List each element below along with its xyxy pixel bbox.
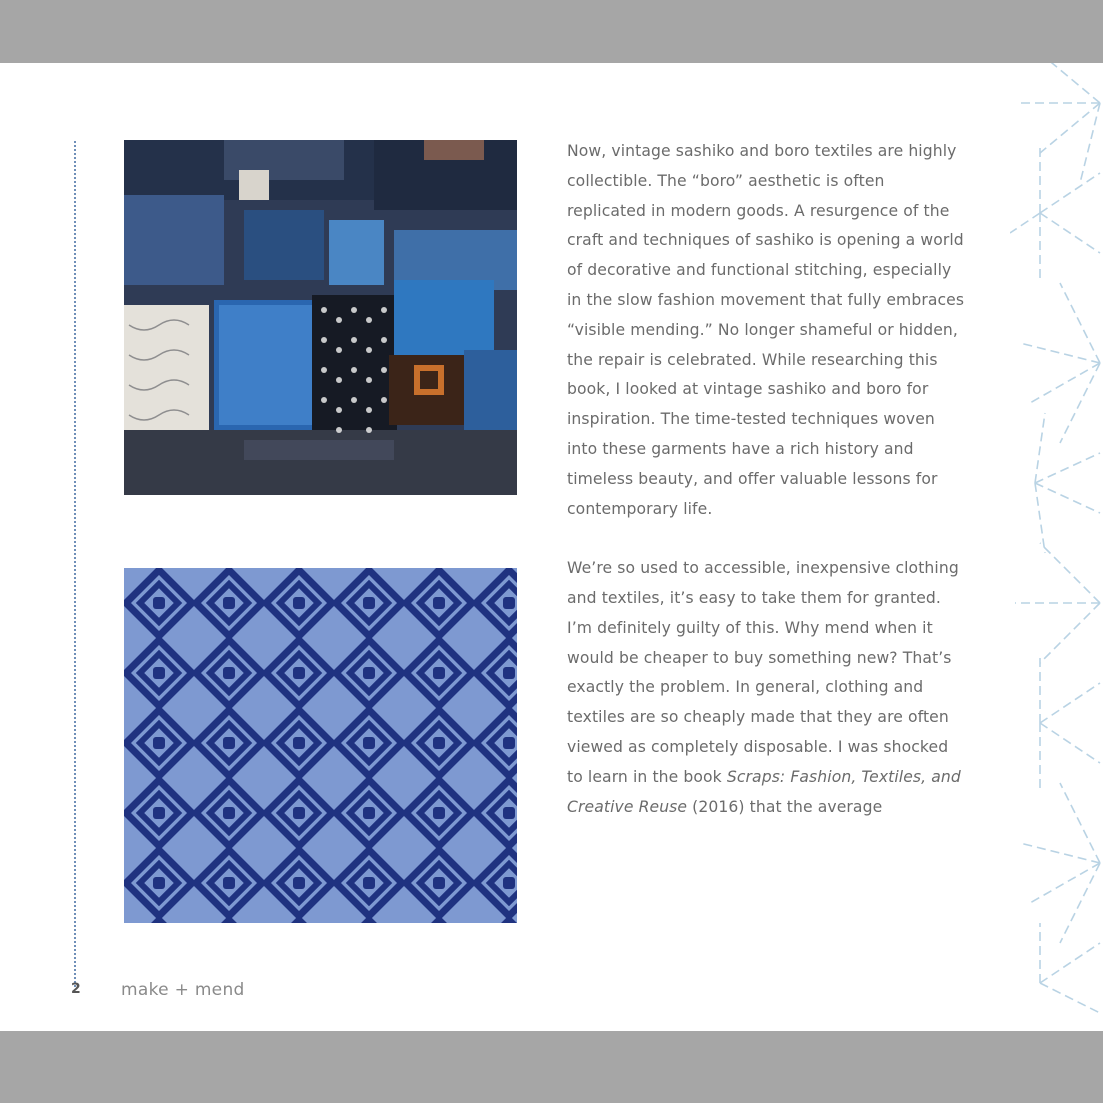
book-page [0, 63, 1103, 1031]
running-head: make + mend [121, 980, 245, 1000]
sashiko-pattern-photo [124, 568, 517, 923]
paragraph-1: Now, vintage sashiko and boro textiles are highly collectible. The “boro” aesthetic is often replicated in modern goods. A resurgence of the craft and techniques of sashiko is opening a world of decorative and functional stitching, especially in the slow fashion movement that fully embraces “visible mending.” No longer shameful or hidden, the repair is celebrated. While researching this book, I looked at vintage sashiko and boro for inspiration. The time-tested techniques woven into these garments have a rich history and timeless beauty, and offer valuable lessons for contemporary life. [567, 142, 965, 518]
body-text [567, 137, 967, 822]
dotted-margin-rule [74, 141, 76, 987]
paragraph-2-text-b: (2016) that the average [687, 797, 883, 816]
boro-textile-photo [124, 140, 517, 495]
sashiko-margin-pattern [1010, 63, 1103, 1031]
page-number: 2 [71, 981, 81, 997]
paragraph-2-text-a: We’re so used to accessible, inexpensive clothing and textiles, it’s easy to take them for granted. I’m definitely guilty of this. Why mend when it would be cheaper to buy something new? That’s exactly the problem. In general, clothing and textiles are so cheaply made that they are often viewed as completely disposable. I was shocked to learn in the book [567, 559, 959, 786]
paragraph-2 [567, 554, 967, 822]
book-title: Scraps: Fashion, Textiles, and Creative Reuse [567, 767, 961, 816]
